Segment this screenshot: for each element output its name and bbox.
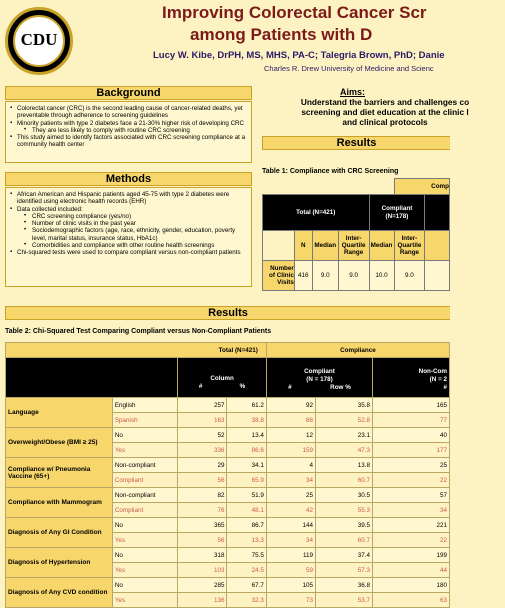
table2-cell: 73 (266, 593, 315, 608)
table2-cell: 29 (178, 458, 227, 473)
sub-bullet: • Sociodemographic factors (age, race, ethnicity, gender, education, poverty level, marital status, insurance status, HbA1c) (10, 227, 247, 242)
table1-caption: Table 1: Compliance with CRC Screening (262, 168, 399, 175)
table2-cell: 47.3 (316, 443, 373, 458)
table2-level: Yes (112, 443, 177, 458)
table2-cell: 40 (373, 428, 450, 443)
poster-title-line2: among Patients with D (190, 25, 373, 44)
bullet: ▪ Minority patients with type 2 diabetes face a 21-30% higher risk of developing CRC (10, 120, 247, 127)
bullet: ▪ Data collected included: (10, 206, 247, 213)
table2-cell: 82 (178, 488, 227, 503)
table2-level: Compliant (112, 503, 177, 518)
table2-cell: 75.5 (227, 548, 266, 563)
table2-cell: 285 (178, 578, 227, 593)
table2-cell: 144 (266, 518, 315, 533)
table2-cell: 13.4 (227, 428, 266, 443)
table2-row (6, 518, 450, 533)
aims-line2: screening and diet education at the clinic l (301, 107, 469, 117)
table2-cell: 34 (266, 473, 315, 488)
table1-header-row1 (263, 179, 450, 195)
university-logo (5, 7, 73, 75)
affiliation: Charles R. Drew University of Medicine and Scienc (264, 64, 434, 73)
table2-cell: 57.3 (316, 563, 373, 578)
column-label: Column (210, 374, 234, 382)
sub-bullet: • CRC screening compliance (yes/no) (10, 213, 247, 220)
table2-cell: 52.8 (316, 413, 373, 428)
bullet: ▪ This study aimed to identify factors associated with CRC screening compliance at a community health center (10, 134, 247, 149)
table2-compliant-header (266, 358, 372, 398)
table2-cell: 67.7 (227, 578, 266, 593)
table2-total-header: Total (N=421) (6, 343, 267, 358)
table2-level: No (112, 548, 177, 563)
poster-title-line1: Improving Colorectal Cancer Scr (162, 3, 427, 22)
table2-cell: 221 (373, 518, 450, 533)
table2-cell: 23.1 (316, 428, 373, 443)
table2-row (6, 398, 450, 413)
table2-level: Spanish (112, 413, 177, 428)
table1-col-extra (425, 231, 450, 261)
compliant-subheaders (269, 384, 370, 392)
table2-row (6, 548, 450, 563)
table2-cell: 22 (373, 533, 450, 548)
table2-cell: 52 (178, 428, 227, 443)
table2-cell: 365 (178, 518, 227, 533)
table1-compliant-label: Compliant (N=178) (369, 195, 425, 231)
table2-cell: 48.1 (227, 503, 266, 518)
table1-header-row2 (263, 195, 450, 231)
table2-cell: 22 (373, 473, 450, 488)
table1-row-label: Number of Clinic Visits (263, 261, 295, 291)
table2-cell: 32.3 (227, 593, 266, 608)
table2-level: No (112, 428, 177, 443)
table2-cell: 34 (373, 503, 450, 518)
table2-variable: Compliance with Mammogram (6, 488, 113, 518)
table1-row-visits (263, 261, 450, 291)
table1-corner (263, 231, 295, 261)
table2-cell: 25 (266, 488, 315, 503)
table2-row (6, 428, 450, 443)
table1-header-blank (425, 195, 450, 231)
table2-cell: 13.3 (227, 533, 266, 548)
table1-cell: 9.0 (338, 261, 369, 291)
table2-level: Compliant (112, 473, 177, 488)
table2-variable: Overweight/Obese (BMI ≥ 25) (6, 428, 113, 458)
table2-cell: 38.8 (227, 413, 266, 428)
aims-line3: and clinical protocols (342, 117, 428, 127)
table1-col-n: N (294, 231, 312, 261)
table2-cell: 30.5 (316, 488, 373, 503)
table1-header-top: Comp (394, 179, 450, 195)
table2-row (6, 458, 450, 473)
table1-col-median2: Median (369, 231, 394, 261)
table2-cell: 56 (178, 473, 227, 488)
table2-cell: 86.6 (227, 443, 266, 458)
table2-variable: Diagnosis of Any GI Condition (6, 518, 113, 548)
table2-cell: 53.7 (316, 593, 373, 608)
aims-line1: Understand the barriers and challenges co (300, 97, 470, 107)
compliant-n: (N = 178) (306, 375, 333, 383)
table1-header-row3 (263, 231, 450, 261)
poster-header (0, 0, 450, 80)
authors: Lucy W. Kibe, DrPH, MS, MHS, PA-C; Talegria Brown, PhD; Danie (153, 50, 445, 61)
table2-level: Yes (112, 533, 177, 548)
table2-cell: 60.7 (316, 533, 373, 548)
column-hash: # (198, 382, 203, 390)
table2-level: Non-compliant (112, 488, 177, 503)
table2-header-row1 (6, 343, 450, 358)
table2-level: Non-compliant (112, 458, 177, 473)
table2-cell: 56 (178, 533, 227, 548)
table2-cell: 34 (266, 533, 315, 548)
table2-level: No (112, 578, 177, 593)
aims-heading: Aims: (340, 87, 366, 97)
column-subheaders (180, 383, 264, 391)
compliant-label: Compliant (304, 367, 335, 375)
table2-cell: 105 (266, 578, 315, 593)
table2-cell: 44 (373, 563, 450, 578)
results-heading-right: Results (262, 136, 450, 150)
table2-cell: 12 (266, 428, 315, 443)
table2-cell: 42 (266, 503, 315, 518)
table2-row (6, 578, 450, 593)
table1-spacer (263, 179, 395, 195)
table2-cell: 57 (373, 488, 450, 503)
table2-cell: 180 (373, 578, 450, 593)
table2-level: Yes (112, 593, 177, 608)
table2-cell: 136 (178, 593, 227, 608)
table1-cell: 9.0 (394, 261, 425, 291)
table2-cell: 86.7 (227, 518, 266, 533)
table2 (5, 342, 450, 608)
noncompliant-n: (N = 2 (429, 375, 447, 383)
table2-cell: 4 (266, 458, 315, 473)
table2-variable: Diagnosis of Hypertension (6, 548, 113, 578)
table2-cell: 163 (178, 413, 227, 428)
table2-cell: 34.1 (227, 458, 266, 473)
row-hash: # (288, 383, 292, 391)
noncompliant-label: Non-Com (418, 367, 447, 375)
methods-heading: Methods (5, 172, 252, 186)
table2-variable: Language (6, 398, 113, 428)
table2-cell: 65.9 (227, 473, 266, 488)
table2-cell: 24.5 (227, 563, 266, 578)
table1 (262, 178, 450, 291)
table2-cell: 159 (266, 443, 315, 458)
background-box (5, 101, 252, 163)
table2-cell: 336 (178, 443, 227, 458)
table2-cell: 119 (266, 548, 315, 563)
sub-bullet: • Number of clinic visits in the past year (10, 220, 247, 227)
bullet: ▪ African American and Hispanic patients aged 45-75 with type 2 diabetes were identified using electronic health records (EHR) (10, 191, 247, 206)
table2-level: English (112, 398, 177, 413)
table2-cell: 39.5 (316, 518, 373, 533)
table2-body (6, 343, 450, 608)
table2-cell: 51.9 (227, 488, 266, 503)
bullet: ▪ Chi-squared tests were used to compare compliant versus non-compliant patients (10, 249, 247, 256)
table2-cell: 199 (373, 548, 450, 563)
column-pct: % (239, 382, 246, 390)
table2-noncompliant-header (373, 358, 450, 398)
table2-compliance-header: Compliance (266, 343, 449, 358)
table2-cell: 77 (373, 413, 450, 428)
table2-level: No (112, 518, 177, 533)
table2-cell: 61.2 (227, 398, 266, 413)
table2-variable: Diagnosis of Any CVD condition (6, 578, 113, 608)
table2-cell: 55.3 (316, 503, 373, 518)
background-heading: Background (5, 86, 252, 100)
table2-cell: 165 (373, 398, 450, 413)
table2-cell: 257 (178, 398, 227, 413)
table1-cell-extra (425, 261, 450, 291)
table2-cell: 60.7 (316, 473, 373, 488)
table2-row (6, 488, 450, 503)
results-heading-wide: Results (5, 306, 450, 320)
table2-cell: 76 (178, 503, 227, 518)
table2-cell: 92 (266, 398, 315, 413)
sub-bullet: • They are less likely to comply with routine CRC screening (10, 127, 247, 134)
table2-cell: 63 (373, 593, 450, 608)
table1-cell: 9.0 (312, 261, 338, 291)
table2-cell: 86 (266, 413, 315, 428)
table2-cell: 35.8 (316, 398, 373, 413)
table2-cell: 36.8 (316, 578, 373, 593)
table1-cell: 416 (294, 261, 312, 291)
table2-caption: Table 2: Chi-Squared Test Comparing Compliant versus Non-Compliant Patients (5, 328, 272, 335)
table2-cell: 59 (266, 563, 315, 578)
table1-col-iqr: Inter-Quartile Range (338, 231, 369, 261)
table2-header-blank (6, 358, 178, 398)
table1-total-label: Total (N=421) (263, 195, 370, 231)
methods-box (5, 187, 252, 287)
table2-cell: 103 (178, 563, 227, 578)
methods-list (10, 191, 247, 257)
table2-header-row2 (6, 358, 450, 398)
background-list (10, 105, 247, 149)
table2-cell: 13.8 (316, 458, 373, 473)
table2-column-header (178, 358, 267, 398)
table2-cell: 37.4 (316, 548, 373, 563)
noncompliant-hash: # (443, 383, 447, 391)
table1-cell: 10.0 (369, 261, 394, 291)
bullet: ▪ Colorectal cancer (CRC) is the second leading cause of cancer-related deaths, yet preventable through adherence to screening guidelines (10, 105, 247, 120)
table2-cell: 318 (178, 548, 227, 563)
table2-variable: Compliance w/ Pneumonia Vaccine (65+) (6, 458, 113, 488)
table1-col-iqr2: Inter-Quartile Range (394, 231, 425, 261)
aims-text (265, 97, 505, 127)
table1-col-median: Median (312, 231, 338, 261)
sub-bullet: • Comorbidities and compliance with other routine health screenings (10, 242, 247, 249)
table2-cell: 25 (373, 458, 450, 473)
table2-cell: 177 (373, 443, 450, 458)
table2-level: Yes (112, 563, 177, 578)
logo-text: CDU (20, 30, 58, 49)
row-pct: Row % (330, 383, 351, 391)
